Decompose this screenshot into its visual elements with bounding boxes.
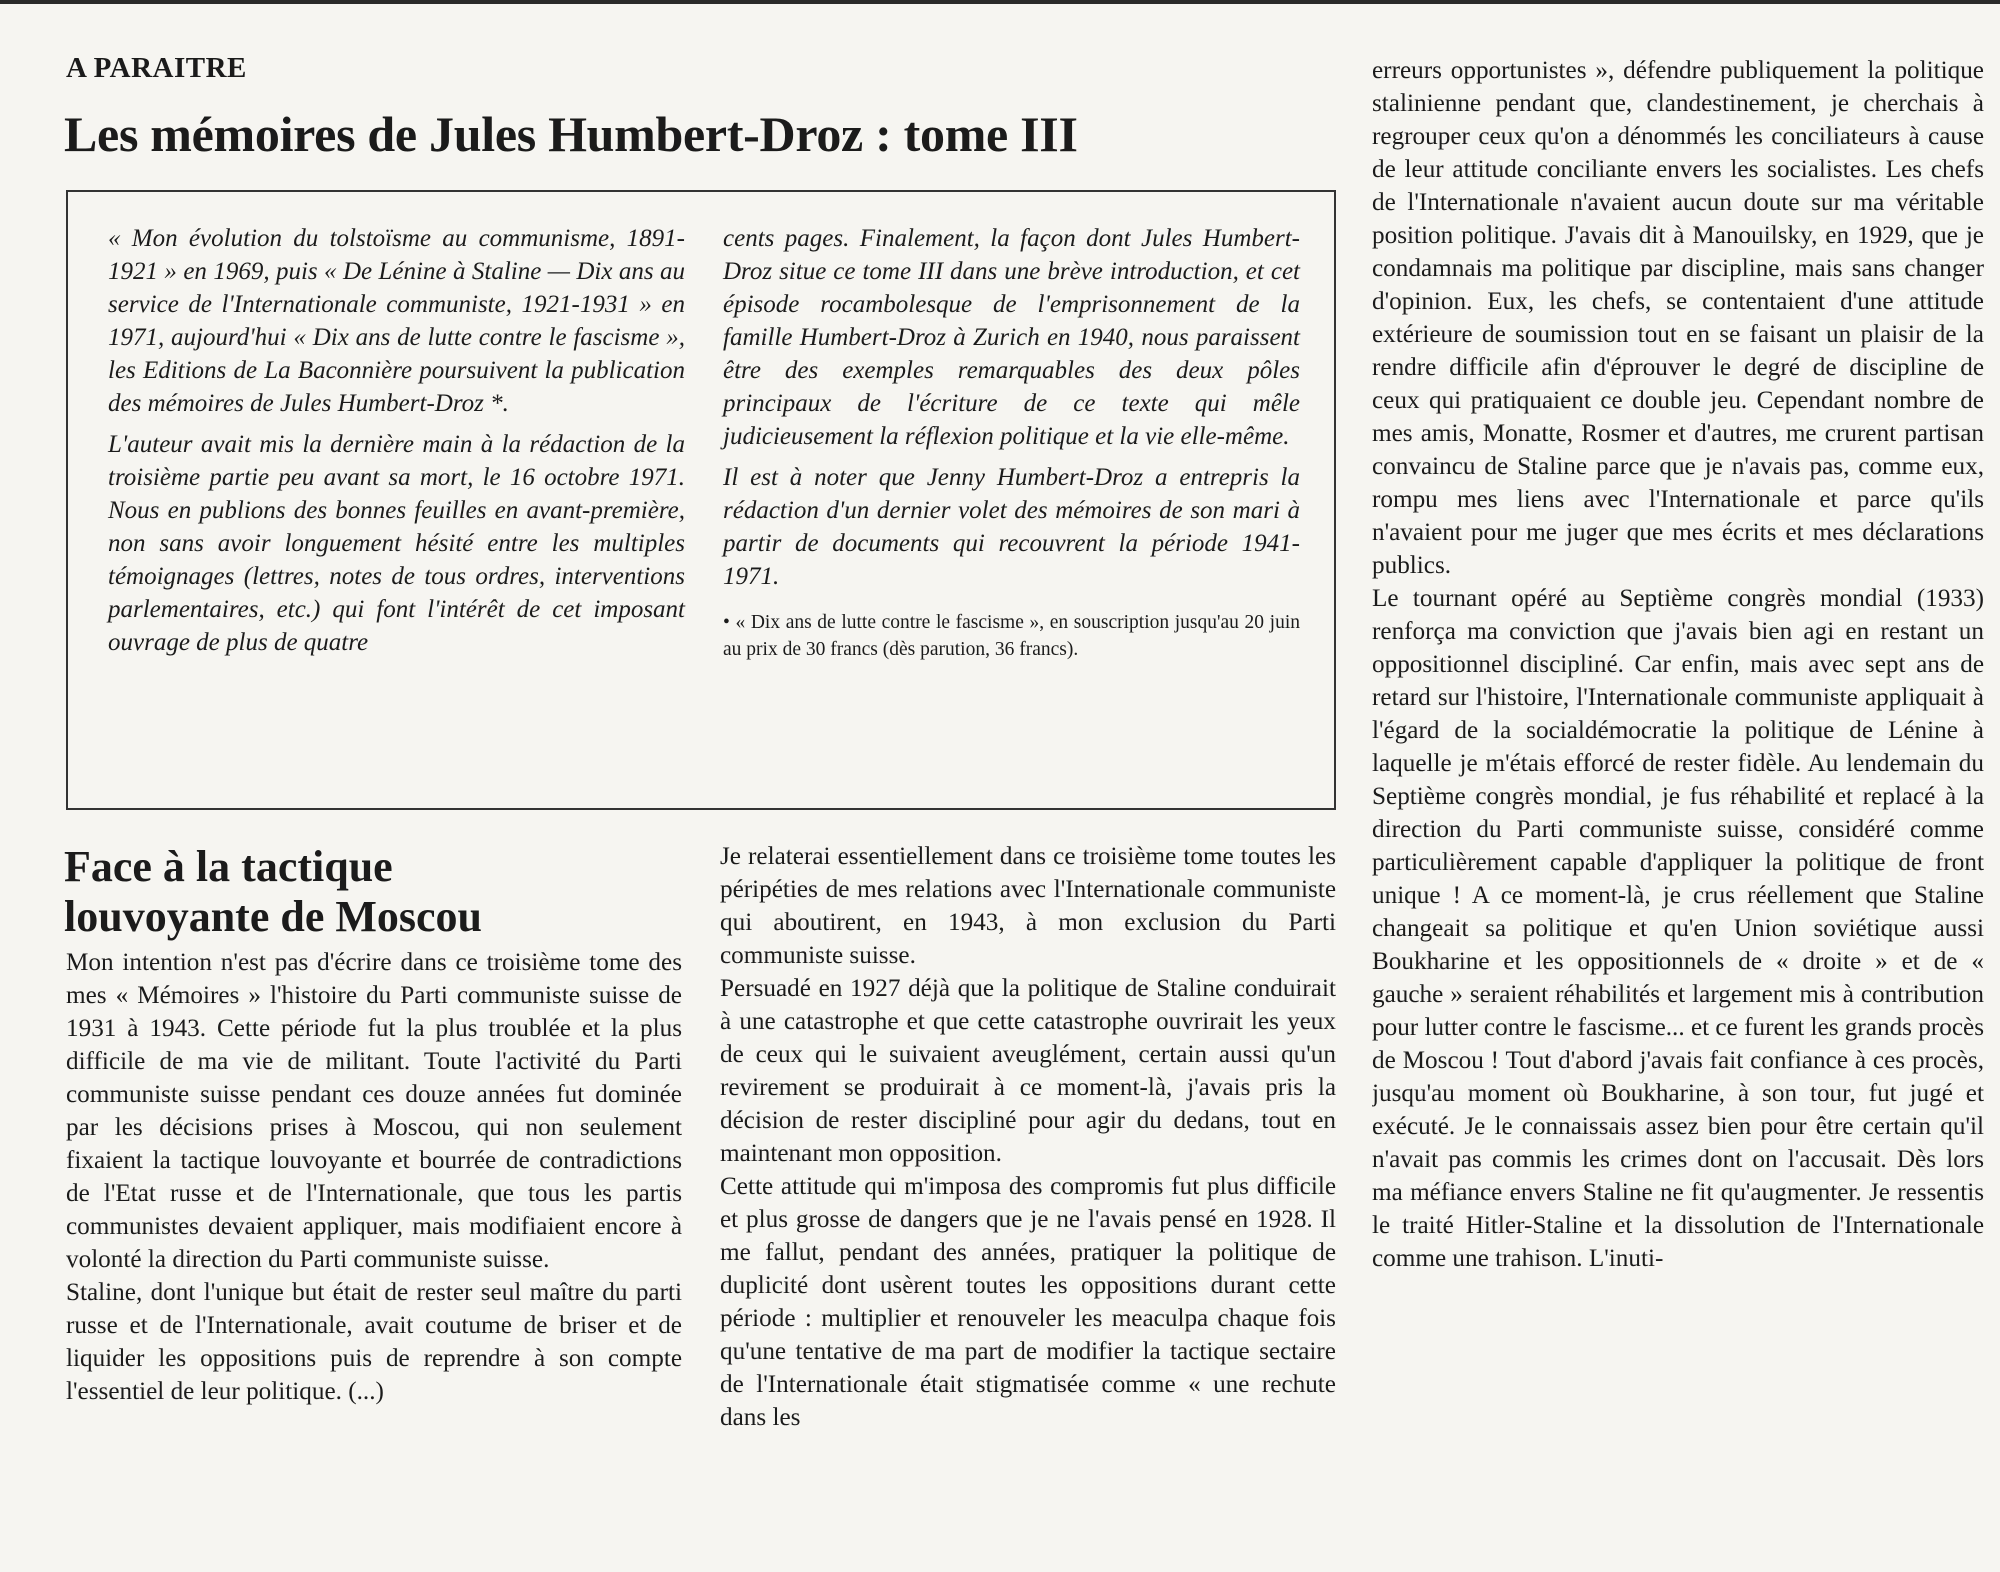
intro-column-right <box>723 222 1300 786</box>
page-title: Les mémoires de Jules Humbert-Droz : tome III <box>64 106 1078 162</box>
intro-paragraph: L'auteur avait mis la dernière main à la rédaction de la troisième partie peu avant sa mort, le 16 octobre 1971. Nous en publions des bonnes feuilles en avant-première, non sans avoir longuement hésité entre les multiples témoignages (lettres, notes de tous ordres, interventions parlementaires, etc.) qui font l'intérêt de cet imposant ouvrage de plus de quatre <box>108 431 685 656</box>
intro-column-left <box>108 222 685 786</box>
intro-paragraph: cents pages. Finalement, la façon dont Jules Humbert-Droz situe ce tome III dans une brève introduction, et cet épisode rocambolesque de l'emprisonnement de la famille Humbert-Droz à Zurich en 1940, nous paraissent être des exemples remarquables des deux pôles principaux de l'écriture de ce texte qui mêle judicieusement la réflexion politique et la vie elle-même. <box>723 225 1300 450</box>
intro-paragraph: « Mon évolution du tolstoïsme au communisme, 1891-1921 » en 1969, puis « De Lénine à Staline — Dix ans au service de l'Internationale communiste, 1921-1931 » en 1971, aujourd'hui « Dix ans de lutte contre le fascisme », les Editions de La Baconnière poursuivent la publication des mémoires de Jules Humbert-Droz *. <box>108 225 685 417</box>
article-paragraph: Le tournant opéré au Septième congrès mondial (1933) renforça ma conviction que j'avais bien agi en restant un oppositionnel discipliné. Car enfin, mais avec sept ans de retard sur l'histoire, l'Internationale communiste appliquait à l'égard de la socialdémocratie la politique de Lénine à laquelle je m'étais efforcé de rester fidèle. Au lendemain du Septième congrès mondial, je fus réhabilité et replacé à la direction du Parti communiste suisse, considéré comme particulièrement capable d'appliquer la politique de front unique ! A ce moment-là, je crus réellement que Staline changeait sa politique et qu'en Union soviétique aussi Boukharine et les oppositionnels de « droite » et de « gauche » seraient réhabilités et largement mis à contribution pour lutter contre le fascisme... et ce furent les grands procès de Moscou ! Tout d'abord j'avais fait confiance à ces procès, jusqu'au moment où Boukharine, à son tour, fut jugé et exécuté. Je le connaissais assez bien pour être certain qu'il n'avait pas commis les crimes dont on l'accusait. Dès lors ma méfiance envers Staline ne fit qu'augmenter. Je ressentis le traité Hitler-Staline et la dissolution de l'Internationale comme une trahison. L'inuti- <box>1372 585 1984 1272</box>
article-paragraph: Mon intention n'est pas d'écrire dans ce troisième tome des mes « Mémoires » l'histoire du Parti communiste suisse de 1931 à 1943. Cette période fut la plus troublée et la plus difficile de ma vie de militant. Toute l'activité du Parti communiste suisse pendant ces douze années fut dominée par les décisions prises à Moscou, qui non seulement fixaient la tactique louvoyante et bourrée de contradictions de l'Etat russe et de l'Internationale, que tous les partis communistes devaient appliquer, mais modifiaient encore à volonté la direction du Parti communiste suisse. <box>66 949 682 1273</box>
kicker: A PARAITRE <box>66 52 247 84</box>
section-title <box>64 842 704 942</box>
article-column-3 <box>1372 54 1984 1520</box>
section-title-line: louvoyante de Moscou <box>64 892 482 941</box>
section-title-line: Face à la tactique <box>64 842 393 891</box>
article-paragraph: Persuadé en 1927 déjà que la politique de Staline conduirait à une catastrophe et que cette catastrophe ouvrirait les yeux de ceux qui le suivaient aveuglément, certain aussi qu'un revirement se produirait à ce moment-là, j'avais pris la décision de rester discipliné pour agir du dedans, tout en maintenant mon opposition. <box>720 975 1336 1167</box>
article-column-1 <box>66 946 682 1516</box>
article-paragraph: Staline, dont l'unique but était de rester seul maître du parti russe et de l'Internationale, avait coutume de briser et de liquider les oppositions puis de reprendre à son compte l'essentiel de leur politique. (...) <box>66 1279 682 1405</box>
article-paragraph: Cette attitude qui m'imposa des compromis fut plus difficile et plus grosse de dangers que je ne l'avais pensé en 1928. Il me fallut, pendant des années, pratiquer la politique de duplicité dont usèrent toutes les oppositions durant cette période : multiplier et renouveler les meaculpa chaque fois qu'une tentative de ma part de modifier la tactique sectaire de l'Internationale était stigmatisée comme « une rechute dans les <box>720 1173 1336 1431</box>
article-column-2 <box>720 840 1336 1516</box>
footnote: • « Dix ans de lutte contre le fascisme », en souscription jusqu'au 20 juin au prix de 30 francs (dès parution, 36 francs). <box>723 612 1300 660</box>
article-paragraph: erreurs opportunistes », défendre publiquement la politique stalinienne pendant que, clandestinement, je cherchais à regrouper ceux qu'on a dénommés les conciliateurs à cause de leur attitude conciliante envers les socialistes. Les chefs de l'Internationale n'avaient aucun doute sur ma véritable position politique. J'avais dit à Manouilsky, en 1929, que je condamnais ma politique par discipline, mais sans changer d'opinion. Eux, les chefs, se contentaient d'une attitude extérieure de soumission tout en se faisant un plaisir de la rendre difficile afin d'éprouver le degré de discipline de ceux qui pratiquaient ce double jeu. Cependant nombre de mes amis, Monatte, Rosmer et d'autres, me crurent partisan convaincu de Staline parce que je n'avais pas, comme eux, rompu mes liens avec l'Internationale et parce qu'ils n'avaient pour me juger que mes écrits et mes déclarations publics. <box>1372 57 1984 579</box>
article-paragraph: Je relaterai essentiellement dans ce troisième tome toutes les péripéties de mes relations avec l'Internationale communiste qui aboutirent, en 1943, à mon exclusion du Parti communiste suisse. <box>720 843 1336 969</box>
intro-box <box>66 190 1336 810</box>
page-top-rule <box>0 0 2000 4</box>
intro-paragraph: Il est à noter que Jenny Humbert-Droz a entrepris la rédaction d'un dernier volet des mémoires de son mari à partir de documents qui recouvrent la période 1941-1971. <box>723 464 1300 590</box>
